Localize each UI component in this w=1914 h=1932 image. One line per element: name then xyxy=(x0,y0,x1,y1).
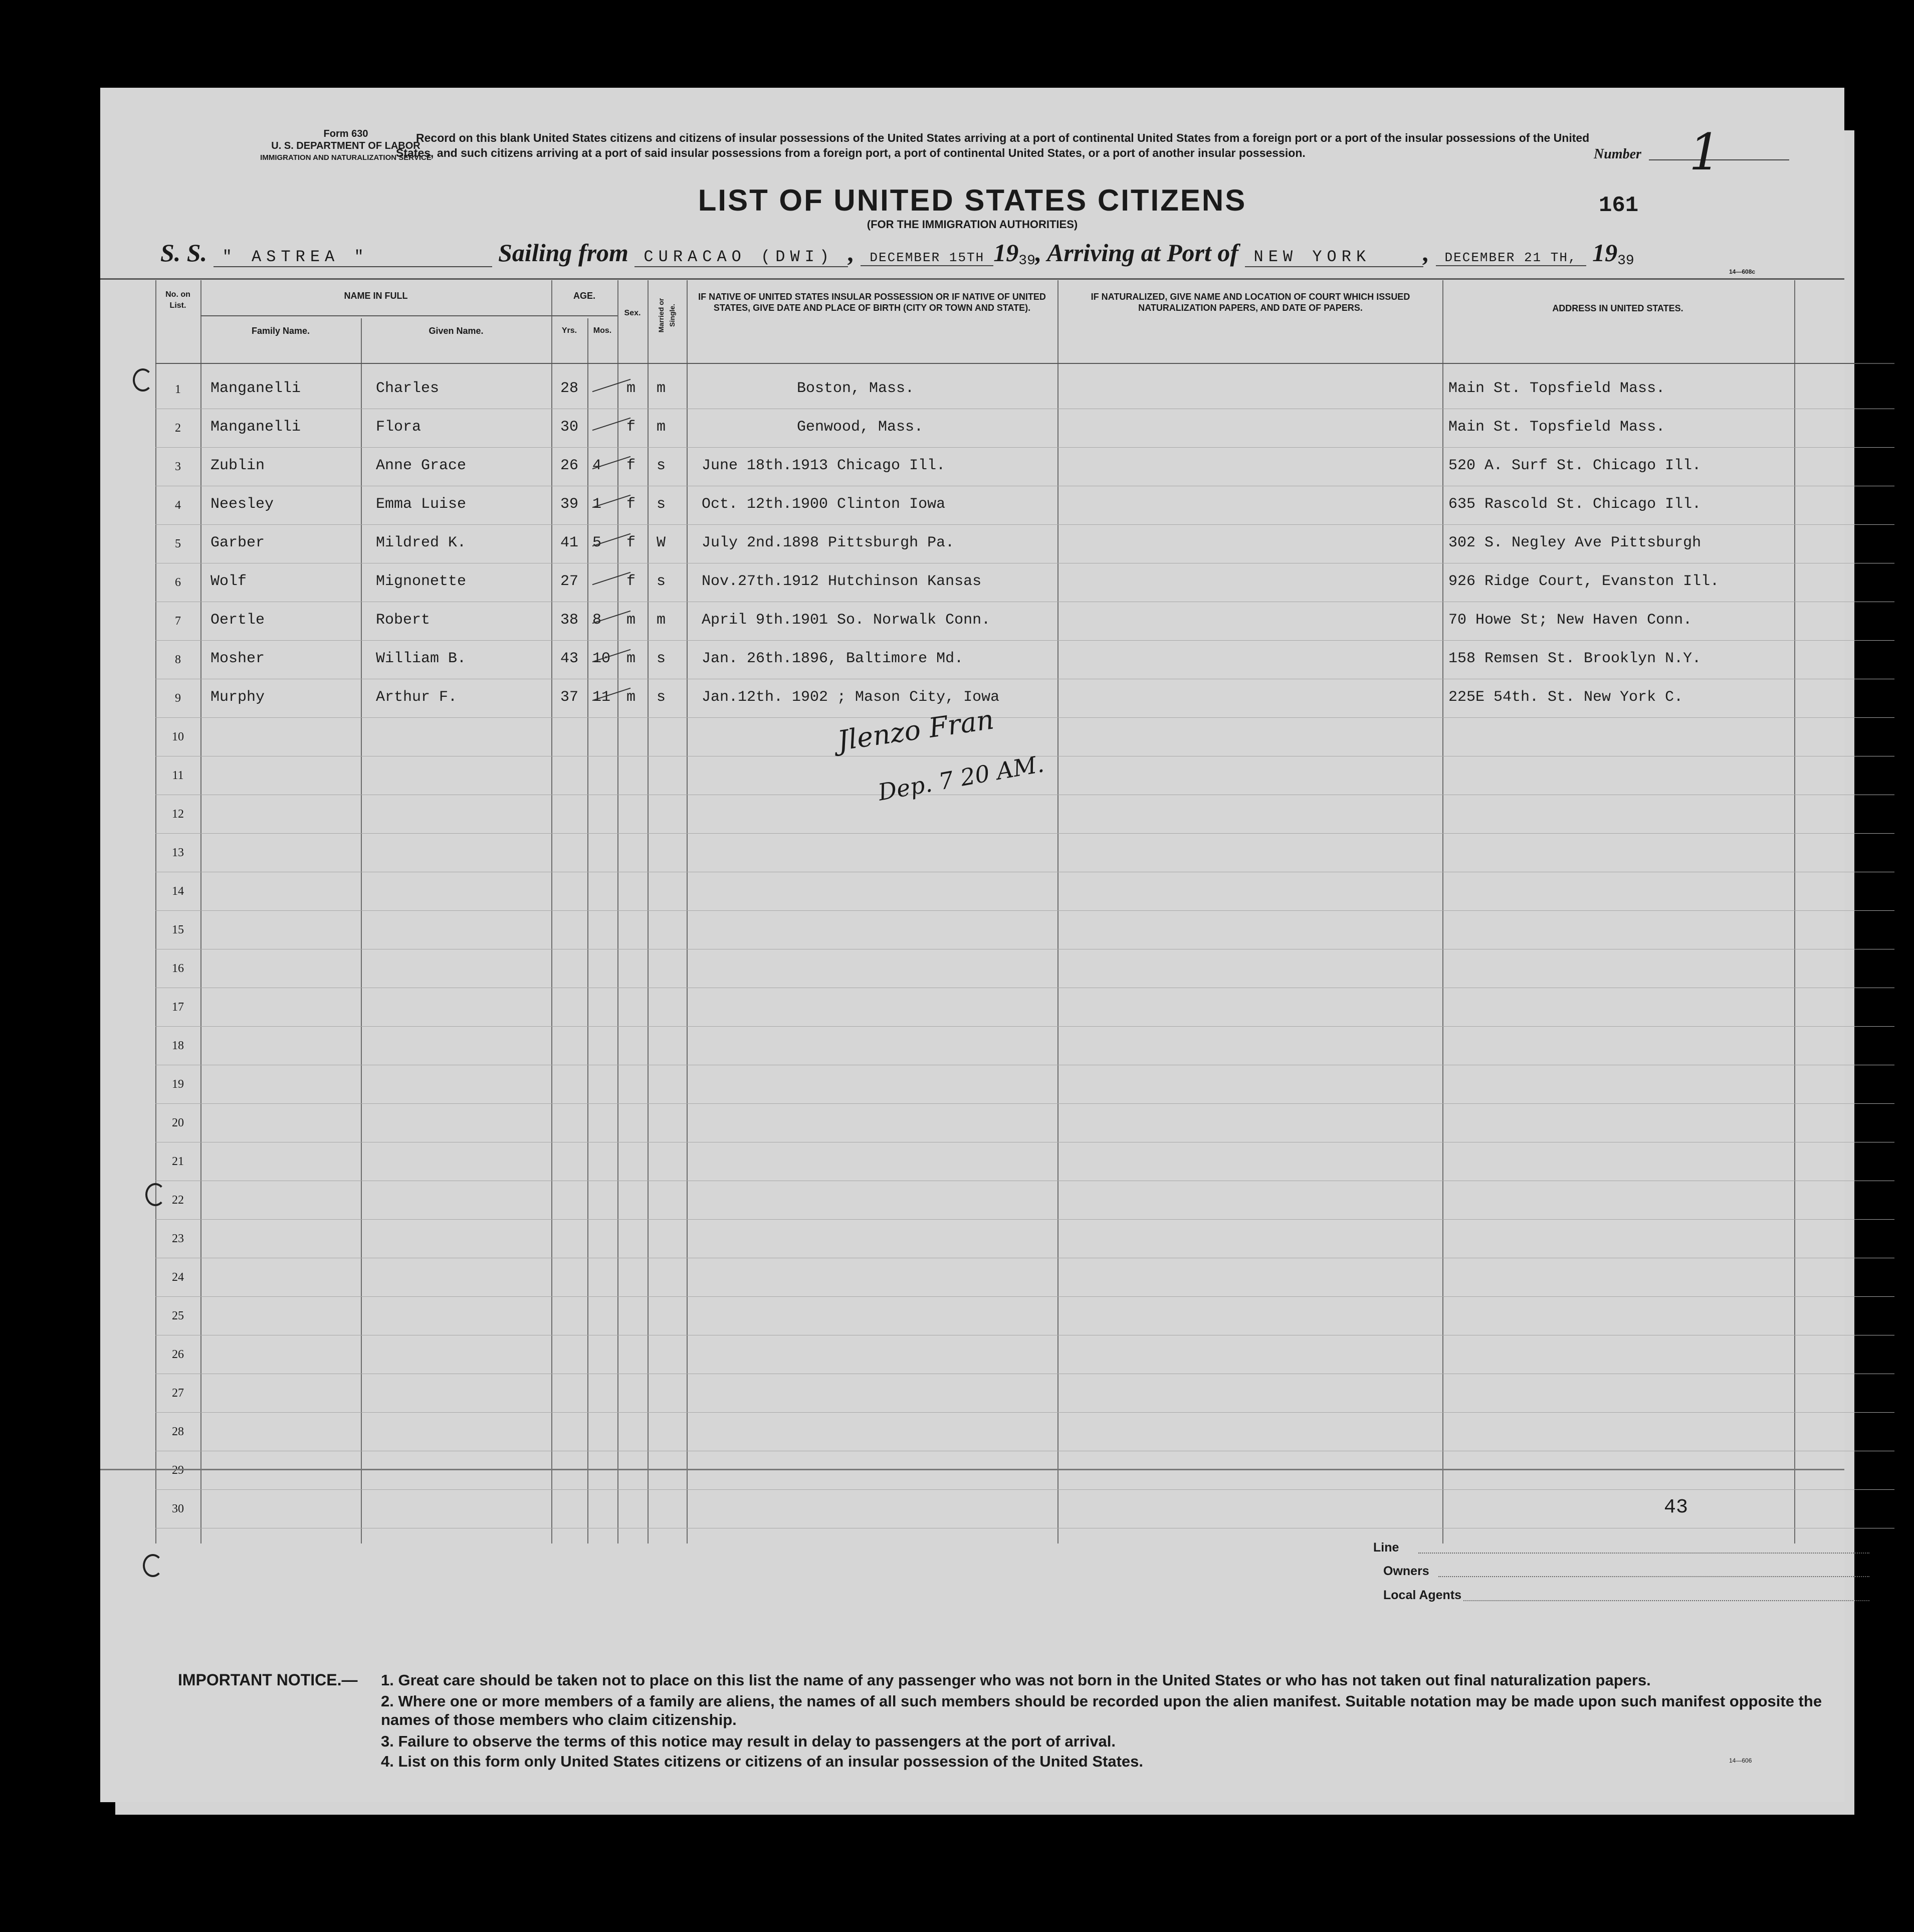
row-number: 2 xyxy=(175,422,181,435)
binder-hole-icon xyxy=(133,368,153,392)
row-number: 13 xyxy=(172,846,184,859)
check-mark-icon xyxy=(592,572,631,586)
cell-ms: s xyxy=(657,689,666,706)
cell-sex: f xyxy=(626,496,636,513)
cell-birth: July 2nd.1898 Pittsburgh Pa. xyxy=(702,534,955,551)
cell-birth: Jan. 26th.1896, Baltimore Md. xyxy=(702,650,964,667)
col-line xyxy=(648,280,649,1543)
cell-sex: f xyxy=(626,419,636,436)
header-no: No. on List. xyxy=(165,290,190,310)
row-number: 16 xyxy=(172,962,184,975)
signature-note: Dep. 7 20 AM. xyxy=(876,750,1046,806)
cell-yrs: 39 xyxy=(560,496,579,513)
row-number: 30 xyxy=(172,1502,184,1515)
service-name: IMMIGRATION AND NATURALIZATION SERVICE xyxy=(260,153,432,162)
row-rule xyxy=(155,1219,1894,1220)
sailing-from: CURACAO (DWI) xyxy=(634,248,848,267)
row-number: 20 xyxy=(172,1116,184,1129)
number-value: 1 xyxy=(1689,123,1721,181)
owners-label: Owners xyxy=(1383,1564,1429,1578)
number-label: Number xyxy=(1594,146,1641,162)
col-line xyxy=(1794,280,1795,1543)
row-number: 21 xyxy=(172,1155,184,1168)
cell-given: Mignonette xyxy=(376,573,467,590)
page-stamp-number: 161 xyxy=(1599,193,1639,218)
cell-given: Flora xyxy=(376,419,421,436)
row-rule xyxy=(155,447,1894,448)
col-line xyxy=(361,318,362,1543)
header-given-name: Given Name. xyxy=(429,326,484,336)
arrival-date: DECEMBER 21 TH, xyxy=(1436,250,1586,266)
sailing-label: Sailing from xyxy=(498,239,628,267)
header-name-in-full: NAME IN FULL xyxy=(344,291,408,301)
sheet-number: 43 xyxy=(1664,1496,1688,1519)
header-family-name: Family Name. xyxy=(251,326,310,336)
row-number: 18 xyxy=(172,1039,184,1052)
row-rule xyxy=(155,524,1894,525)
row-number: 25 xyxy=(172,1309,184,1322)
cell-family: Wolf xyxy=(210,573,247,590)
cell-sex: m xyxy=(626,380,636,397)
row-rule xyxy=(155,1103,1894,1104)
cell-mos: 1 xyxy=(592,496,602,513)
header-marital-status: Married or Single. xyxy=(657,298,676,333)
check-mark-icon xyxy=(592,418,631,431)
notice-item-2: 2. Where one or more members of a family are aliens, the names of all such members should be recorded upon the alien manifest. Suitable notation may be made upon such manifest opposite the names of those members who claim citizenship. xyxy=(381,1692,1822,1728)
row-number: 6 xyxy=(175,576,181,589)
col-line xyxy=(1057,280,1058,1543)
cell-given: Mildred K. xyxy=(376,534,467,551)
header-birth-place: IF NATIVE OF UNITED STATES INSULAR POSSESSION OR IF NATIVE OF UNITED STATES, GIVE DATE AND PLACE OF BIRTH (CITY OR TOWN AND STATE). xyxy=(698,292,1046,313)
cell-mos: 4 xyxy=(592,457,602,474)
line-underline xyxy=(1418,1553,1869,1554)
row-number: 19 xyxy=(172,1078,184,1091)
cell-address: 302 S. Negley Ave Pittsburgh xyxy=(1448,534,1702,551)
form-number: Form 630 xyxy=(323,128,368,139)
notice-heading: IMPORTANT NOTICE.— xyxy=(178,1671,358,1689)
cell-ms: m xyxy=(657,612,666,629)
row-number: 28 xyxy=(172,1425,184,1438)
intro-text: Record on this blank United States citizens and citizens of insular possessions of the United States arriving at a port of continental United States from a foreign port or a port of the insular possessions of the United States, and such citizens arriving at a port of said insular possessions from a foreign port, a port of continental United States, or a port of another insular possession. xyxy=(396,131,1590,159)
year-to: 39 xyxy=(1617,253,1634,269)
cell-birth: June 18th.1913 Chicago Ill. xyxy=(702,457,946,474)
row-number: 1 xyxy=(175,383,181,396)
col-line xyxy=(551,280,552,1543)
cell-address: 520 A. Surf St. Chicago Ill. xyxy=(1448,457,1702,474)
year-from: 39 xyxy=(1018,253,1035,269)
cell-address: Main St. Topsfield Mass. xyxy=(1448,380,1665,397)
cell-given: Robert xyxy=(376,612,431,629)
notice-item-3: 3. Failure to observe the terms of this notice may result in delay to passengers at the port of arrival. xyxy=(381,1732,1116,1750)
owners-underline xyxy=(1438,1576,1869,1577)
col-line xyxy=(587,318,588,1543)
col-line xyxy=(200,280,201,1543)
cell-sex: m xyxy=(626,612,636,629)
row-rule xyxy=(155,1489,1894,1490)
col-line xyxy=(617,280,618,1543)
department-name: U. S. DEPARTMENT OF LABOR xyxy=(271,140,420,151)
header-top-rule xyxy=(100,278,1844,280)
cell-yrs: 38 xyxy=(560,612,579,629)
arrival-port: NEW YORK xyxy=(1245,248,1423,267)
cell-birth: Genwood, Mass. xyxy=(797,419,924,436)
cell-sex: f xyxy=(626,573,636,590)
cell-birth: Jan.12th. 1902 ; Mason City, Iowa xyxy=(702,689,1000,706)
row-number: 27 xyxy=(172,1387,184,1400)
cell-mos: 10 xyxy=(592,650,611,667)
year-prefix-to: 19 xyxy=(1592,239,1618,267)
row-number: 23 xyxy=(172,1232,184,1245)
col-line xyxy=(1442,280,1443,1543)
binder-hole-icon xyxy=(145,1183,165,1206)
page-title: LIST OF UNITED STATES CITIZENS xyxy=(698,183,1247,217)
cell-sex: f xyxy=(626,534,636,551)
header-sex: Sex. xyxy=(624,309,641,317)
arriving-label: Arriving at Port of xyxy=(1047,239,1239,267)
header-bottom-rule xyxy=(155,363,1894,364)
cell-given: Anne Grace xyxy=(376,457,467,474)
cell-family: Manganelli xyxy=(210,380,301,397)
cell-given: Arthur F. xyxy=(376,689,458,706)
row-rule xyxy=(155,1412,1894,1413)
row-number: 8 xyxy=(175,653,181,666)
cell-family: Zublin xyxy=(210,457,265,474)
col-line xyxy=(687,280,688,1543)
check-mark-icon xyxy=(592,379,631,393)
cell-family: Garber xyxy=(210,534,265,551)
voyage-line: S. S. " ASTREA " Sailing from CURACAO (DWI) , DECEMBER 15TH 1939, Arriving at Port of NEW YORK , DECEMBER 21 TH, 1939 xyxy=(160,239,1634,269)
cell-yrs: 27 xyxy=(560,573,579,590)
ss-label: S. S. xyxy=(160,239,207,267)
inspector-signature: Jlenzo Fran xyxy=(835,703,996,757)
cell-address: Main St. Topsfield Mass. xyxy=(1448,419,1665,436)
cell-yrs: 37 xyxy=(560,689,579,706)
cell-address: 70 Howe St; New Haven Conn. xyxy=(1448,612,1692,629)
row-number: 14 xyxy=(172,885,184,898)
row-rule xyxy=(155,640,1894,641)
cell-yrs: 26 xyxy=(560,457,579,474)
row-number: 5 xyxy=(175,537,181,550)
print-code: 14—608c xyxy=(1729,268,1756,275)
cell-given: Emma Luise xyxy=(376,496,467,513)
cell-ms: m xyxy=(657,419,666,436)
cell-ms: s xyxy=(657,650,666,667)
cell-address: 225E 54th. St. New York C. xyxy=(1448,689,1683,706)
line-label: Line xyxy=(1373,1540,1399,1555)
cell-yrs: 28 xyxy=(560,380,579,397)
cell-yrs: 41 xyxy=(560,534,579,551)
cell-yrs: 30 xyxy=(560,419,579,436)
cell-family: Murphy xyxy=(210,689,265,706)
cell-sex: m xyxy=(626,689,636,706)
row-rule xyxy=(155,833,1894,834)
cell-birth: Nov.27th.1912 Hutchinson Kansas xyxy=(702,573,982,590)
cell-mos: 8 xyxy=(592,612,602,629)
manifest-page xyxy=(100,88,1844,1802)
row-rule xyxy=(155,1296,1894,1297)
cell-given: Charles xyxy=(376,380,440,397)
binder-hole-icon xyxy=(143,1554,163,1577)
age-subheader-rule xyxy=(551,315,617,316)
cell-ms: s xyxy=(657,496,666,513)
ship-name: " ASTREA " xyxy=(214,248,492,267)
row-number: 17 xyxy=(172,1001,184,1014)
cell-ms: s xyxy=(657,457,666,474)
year-prefix-from: 19 xyxy=(993,239,1019,267)
cell-family: Manganelli xyxy=(210,419,301,436)
cell-family: Oertle xyxy=(210,612,265,629)
cell-mos: 5 xyxy=(592,534,602,551)
row-number: 4 xyxy=(175,499,181,512)
header-address: ADDRESS IN UNITED STATES. xyxy=(1552,303,1683,313)
row-number: 10 xyxy=(172,730,184,743)
notice-item-4: 4. List on this form only United States citizens or citizens of an insular possession of the United States. xyxy=(381,1753,1143,1770)
row-number: 12 xyxy=(172,808,184,821)
row-number: 26 xyxy=(172,1348,184,1361)
cell-ms: s xyxy=(657,573,666,590)
cell-family: Neesley xyxy=(210,496,274,513)
cell-birth: Oct. 12th.1900 Clinton Iowa xyxy=(702,496,946,513)
local-agents-label: Local Agents xyxy=(1383,1588,1462,1602)
local-agents-underline xyxy=(1463,1600,1869,1601)
notice-item-1: 1. Great care should be taken not to place on this list the name of any passenger who was not born in the United States or who has not taken out final naturalization papers. xyxy=(381,1671,1651,1689)
header-yrs: Yrs. xyxy=(561,326,577,335)
header-mos: Mos. xyxy=(593,326,612,335)
cell-mos: 11 xyxy=(592,689,611,706)
row-rule xyxy=(155,1026,1894,1027)
row-number: 22 xyxy=(172,1194,184,1207)
row-number: 15 xyxy=(172,923,184,936)
cell-birth: Boston, Mass. xyxy=(797,380,915,397)
cell-address: 158 Remsen St. Brooklyn N.Y. xyxy=(1448,650,1702,667)
cell-birth: April 9th.1901 So. Norwalk Conn. xyxy=(702,612,991,629)
sailing-date: DECEMBER 15TH xyxy=(861,250,993,266)
row-rule xyxy=(155,910,1894,911)
col-line xyxy=(155,280,156,1543)
cell-ms: m xyxy=(657,380,666,397)
row-rule xyxy=(155,717,1894,718)
row-number: 24 xyxy=(172,1271,184,1284)
cell-ms: W xyxy=(657,534,666,551)
header-naturalization: IF NATURALIZED, GIVE NAME AND LOCATION OF COURT WHICH ISSUED NATURALIZATION PAPERS, AND DATE OF PAPERS. xyxy=(1091,292,1410,313)
page-subtitle: (FOR THE IMMIGRATION AUTHORITIES) xyxy=(867,218,1078,231)
cell-sex: m xyxy=(626,650,636,667)
cell-address: 926 Ridge Court, Evanston Ill. xyxy=(1448,573,1720,590)
cell-yrs: 43 xyxy=(560,650,579,667)
row-number: 9 xyxy=(175,692,181,705)
header-age: AGE. xyxy=(573,291,595,301)
row-number: 7 xyxy=(175,615,181,628)
cell-given: William B. xyxy=(376,650,467,667)
name-subheader-rule xyxy=(200,315,551,316)
footer-code: 14—606 xyxy=(1729,1757,1752,1764)
cell-sex: f xyxy=(626,457,636,474)
cell-address: 635 Rascold St. Chicago Ill. xyxy=(1448,496,1702,513)
row-number: 11 xyxy=(172,769,184,782)
table-bottom-rule xyxy=(100,1469,1844,1470)
row-number: 3 xyxy=(175,460,181,473)
row-number: 29 xyxy=(172,1464,184,1477)
cell-family: Mosher xyxy=(210,650,265,667)
